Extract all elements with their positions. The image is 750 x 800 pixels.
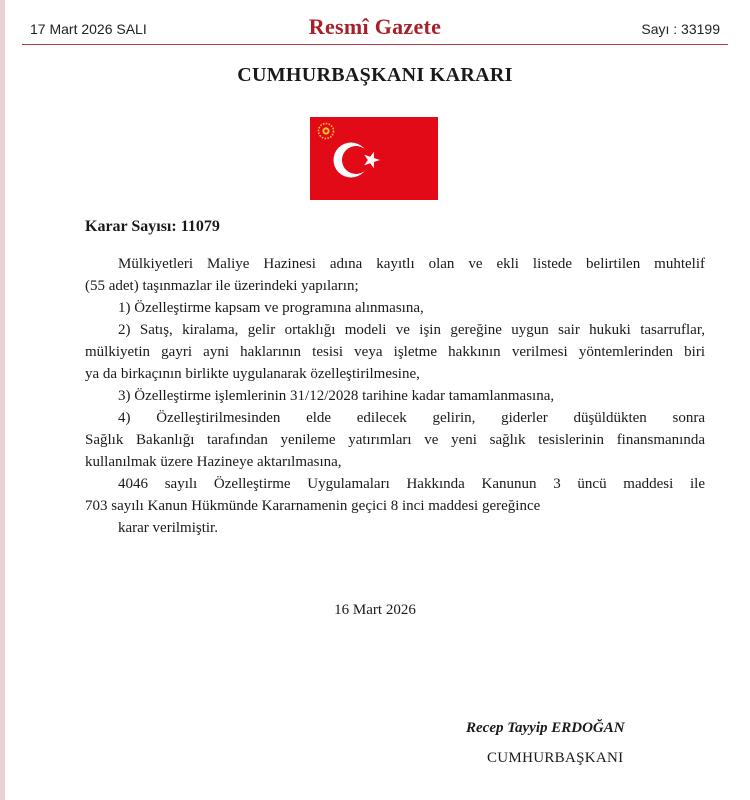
paragraph-item-3: 3) Özelleştirme işlemlerinin 31/12/2028 tarihine kadar tamamlanmasına, <box>118 388 555 404</box>
turkish-flag-icon <box>310 117 438 200</box>
paragraph-legal-basis-line1: 4046 sayılı Özelleştirme Uygulamaları Hakkında Kanunun 3 üncü maddesi ile <box>118 476 705 492</box>
decision-date: 16 Mart 2026 <box>334 602 416 618</box>
paragraph-intro-line1: Mülkiyetleri Maliye Hazinesi adına kayıtlı olan ve ekli listede belirtilen muhtelif <box>118 256 705 272</box>
paragraph-item-1: 1) Özelleştirme kapsam ve programına alınmasına, <box>118 300 424 316</box>
decision-body <box>85 253 705 539</box>
paragraph-item-4-line1: 4) Özelleştirilmesinden elde edilecek gelirin, giderler düşüldükten sonra <box>118 410 705 426</box>
paragraph-item-2-line1: 2) Satış, kiralama, gelir ortaklığı modeli ve işin gereğine uygun sair hukuki tasarruflar, <box>118 322 705 338</box>
paragraph-closing: karar verilmiştir. <box>118 520 218 536</box>
signatory-name: Recep Tayyip ERDOĞAN <box>466 720 625 736</box>
gazette-header <box>0 0 750 48</box>
header-divider <box>22 44 728 45</box>
page-left-border <box>0 0 5 800</box>
issue-number: Sayı : 33199 <box>641 21 720 37</box>
header-date: 17 Mart 2026 SALI <box>30 21 147 37</box>
gazette-title: Resmî Gazete <box>308 14 442 39</box>
paragraph-item-2-line3: ya da birkaçının birlikte uygulanarak özelleştirilmesine, <box>85 366 420 382</box>
paragraph-intro-line2: (55 adet) taşınmazlar ile üzerindeki yapıların; <box>85 278 359 294</box>
paragraph-item-4-line3: kullanılmak üzere Hazineye aktarılmasına, <box>85 454 342 470</box>
paragraph-item-4-line2: Sağlık Bakanlığı tarafından yenileme yatırımları ve yeni sağlık tesislerinin finansmanında <box>85 432 705 448</box>
decision-number: Karar Sayısı: 11079 <box>85 218 220 235</box>
paragraph-legal-basis-line2: 703 sayılı Kanun Hükmünde Kararnamenin geçici 8 inci maddesi gereğince <box>85 498 541 514</box>
signatory-title: CUMHURBAŞKANI <box>487 750 624 766</box>
paragraph-item-2-line2: mülkiyetin gayri ayni haklarının tesisi veya işletme hakkının verilmesi yöntemlerinden biri <box>85 344 705 360</box>
document-title: CUMHURBAŞKANI KARARI <box>237 64 513 86</box>
